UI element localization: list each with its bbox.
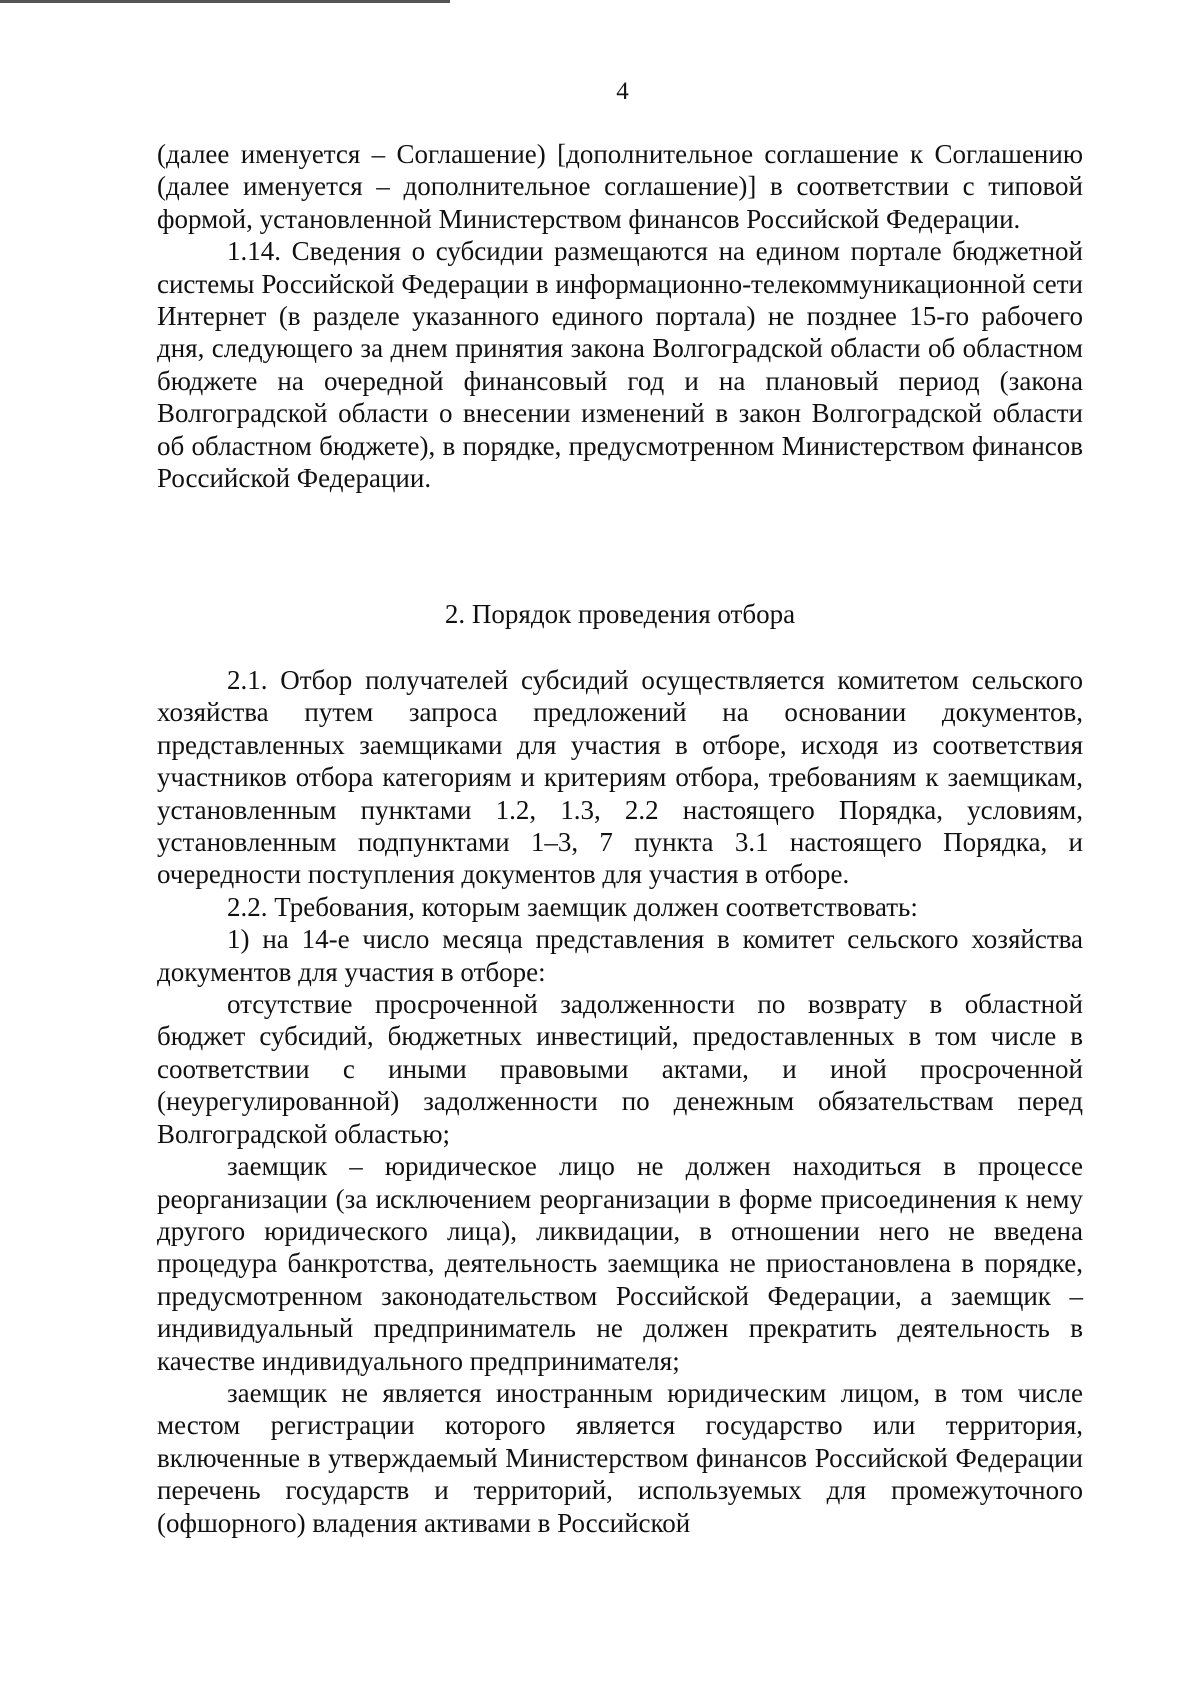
scan-edge [0,0,450,3]
text-block-section-2 [157,664,1083,1539]
paragraph-legal-entity: заемщик – юридическое лицо не должен находиться в процессе реорганизации (за исключением реорганизации в форме присоединения к нему другого юридического лица), ликвидации, в отношении него не введена процедура банкротства, деятельность заемщика не приостановлена в порядке, предусмотренном законодательством Российской Федерации, а заемщик – индивидуальный предприниматель не должен прекратить деятельность в качестве индивидуального предпринимателя; [157,1151,1083,1376]
paragraph-foreign-entity: заемщик не является иностранным юридическим лицом, в том числе местом регистрации которого является государство или территория, включенные в утверждаемый Министерством финансов Российской Федерации перечень государств и территорий, используемых для промежуточного (офшорного) владения активами в Российской [157,1377,1083,1538]
paragraph-continuation: (далее именуется – Соглашение) [дополнительное соглашение к Соглашению (далее именуется – дополнительное соглашение)] в соответствии с типовой формой, установленной Министерством финансов Российской Федерации. [157,139,1083,234]
text-block-top [157,138,1083,494]
paragraph-2-2: 2.2. Требования, которым заемщик должен соответствовать: [227,891,918,922]
paragraph-item-1: 1) на 14-е число месяца представления в комитет сельского хозяйства документов для участия в отборе: [157,924,1083,987]
paragraph-1-14: 1.14. Сведения о субсидии размещаются на едином портале бюджетной системы Российской Федерации в информационно-телекоммуникационной сети Интернет (в разделе указанного единого портала) не позднее 15-го рабочего дня, следующего за днем принятия закона Волгоградской области об областном бюджете на очередной финансовый год и на плановый период (закона Волгоградской области о внесении изменений в закон Волгоградской области об областном бюджете), в порядке, предусмотренном Министерством финансов Российской Федерации. [157,236,1083,494]
page-number: 4 [616,78,629,105]
paragraph-no-debt: отсутствие просроченной задолженности по возврату в областной бюджет субсидий, бюджетных инвестиций, предоставленных в том числе в соответствии с иными правовыми актами, и иной просроченной (неурегулированной) задолженности по денежным обязательствам перед Волгоградской областью; [157,989,1083,1149]
section-heading: 2. Порядок проведения отбора [444,599,796,629]
paragraph-2-1: 2.1. Отбор получателей субсидий осуществляется комитетом сельского хозяйства путем запроса предложений на основании документов, представленных заемщиками для участия в отборе, исходя из соответствия участников отбора категориям и критериям отбора, требованиям к заемщикам, установленным пунктами 1.2, 1.3, 2.2 настоящего Порядка, условиям, установленным подпунктами 1–3, 7 пункта 3.1 настоящего Порядка, и очередности поступления документов для участия в отборе. [157,665,1083,890]
